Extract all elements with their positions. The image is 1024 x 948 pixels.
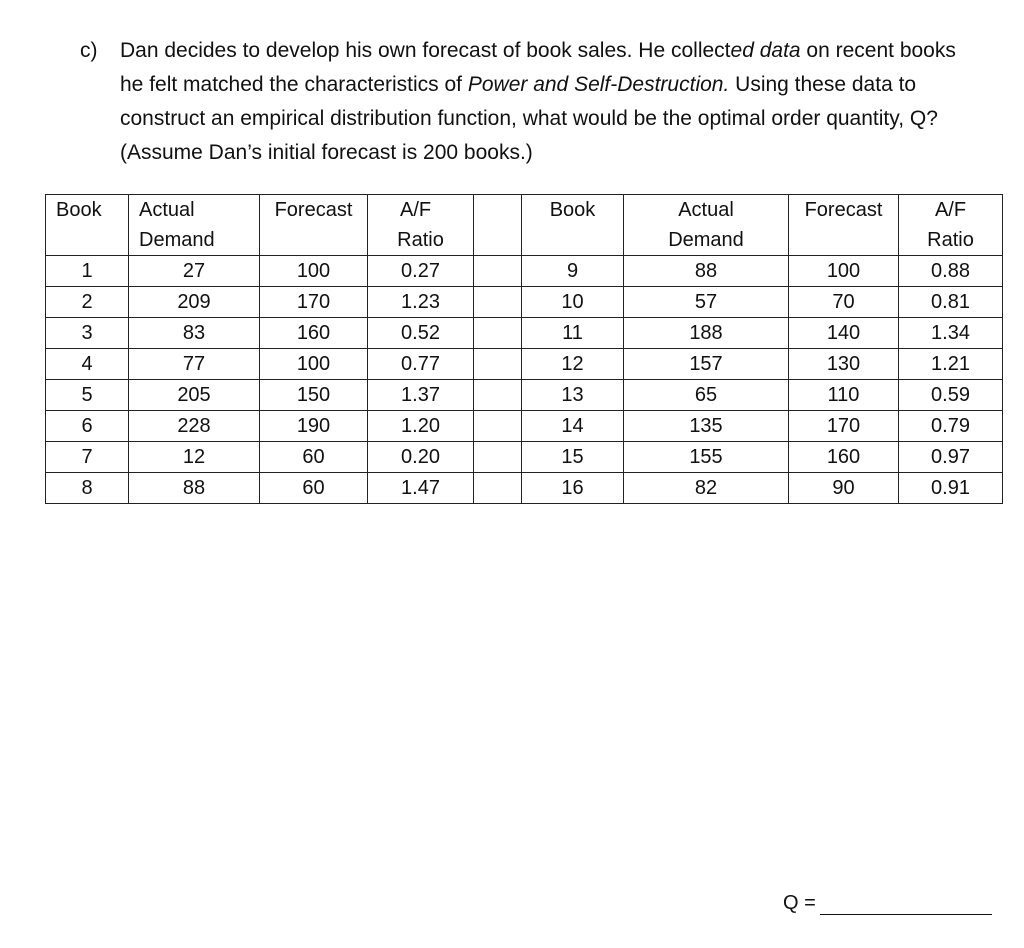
ratio-cell: 1.47 (368, 473, 474, 504)
actual-cell: 205 (129, 380, 260, 411)
book-cell: 10 (522, 287, 624, 318)
forecast-cell: 60 (260, 473, 368, 504)
spacer-cell (474, 349, 522, 380)
forecast-cell: 100 (260, 256, 368, 287)
header-actual: Actual (129, 195, 260, 226)
book-cell: 13 (522, 380, 624, 411)
book-cell: 16 (522, 473, 624, 504)
ratio-cell: 0.59 (899, 380, 1003, 411)
actual-cell: 82 (624, 473, 789, 504)
spacer-cell (474, 380, 522, 411)
forecast-cell: 130 (789, 349, 899, 380)
book-cell: 6 (46, 411, 129, 442)
ratio-cell: 0.97 (899, 442, 1003, 473)
answer-block (783, 892, 992, 915)
actual-cell: 228 (129, 411, 260, 442)
book-cell: 5 (46, 380, 129, 411)
question-block (80, 34, 980, 170)
header-actual-right: Actual (624, 195, 789, 226)
header-demand: Demand (129, 225, 260, 256)
ratio-cell: 0.27 (368, 256, 474, 287)
ratio-cell: 0.20 (368, 442, 474, 473)
table-row (46, 287, 1003, 318)
ratio-cell: 1.34 (899, 318, 1003, 349)
book-cell: 14 (522, 411, 624, 442)
actual-cell: 188 (624, 318, 789, 349)
actual-cell: 88 (624, 256, 789, 287)
book-cell: 3 (46, 318, 129, 349)
book-cell: 11 (522, 318, 624, 349)
spacer-cell (474, 442, 522, 473)
header-forecast-right: Forecast (789, 195, 899, 226)
spacer-cell (474, 287, 522, 318)
table-header-row (46, 195, 1003, 226)
table-row (46, 411, 1003, 442)
book-cell: 8 (46, 473, 129, 504)
header-book-2 (46, 225, 129, 256)
forecast-cell: 90 (789, 473, 899, 504)
header-book-right-2 (522, 225, 624, 256)
ratio-cell: 0.52 (368, 318, 474, 349)
forecast-cell: 110 (789, 380, 899, 411)
actual-cell: 57 (624, 287, 789, 318)
forecast-cell: 100 (789, 256, 899, 287)
book-cell: 7 (46, 442, 129, 473)
forecast-cell: 190 (260, 411, 368, 442)
af-ratio-table (45, 194, 1003, 504)
table-row (46, 473, 1003, 504)
forecast-cell: 70 (789, 287, 899, 318)
ratio-cell: 0.77 (368, 349, 474, 380)
ratio-cell: 0.81 (899, 287, 1003, 318)
table-row (46, 256, 1003, 287)
header-spacer-2 (474, 225, 522, 256)
header-book: Book (46, 195, 129, 226)
spacer-cell (474, 256, 522, 287)
spacer-cell (474, 411, 522, 442)
question-text-part-1: Dan decides to develop his own forecast of book sales. He collect (120, 39, 731, 62)
book-cell: 4 (46, 349, 129, 380)
actual-cell: 12 (129, 442, 260, 473)
ratio-cell: 1.37 (368, 380, 474, 411)
header-af: A/F (368, 195, 474, 226)
forecast-cell: 150 (260, 380, 368, 411)
table-row (46, 442, 1003, 473)
book-cell: 15 (522, 442, 624, 473)
book-cell: 12 (522, 349, 624, 380)
header-ratio-right: Ratio (899, 225, 1003, 256)
question-text-emphasis: ed data (730, 39, 801, 62)
forecast-cell: 140 (789, 318, 899, 349)
actual-cell: 155 (624, 442, 789, 473)
actual-cell: 83 (129, 318, 260, 349)
question-label: c) (80, 39, 98, 62)
spacer-cell (474, 318, 522, 349)
forecast-cell: 160 (789, 442, 899, 473)
ratio-cell: 0.88 (899, 256, 1003, 287)
ratio-cell: 1.20 (368, 411, 474, 442)
table-header-row-2 (46, 225, 1003, 256)
header-demand-right: Demand (624, 225, 789, 256)
answer-blank-line[interactable] (820, 894, 992, 915)
spacer-cell (474, 473, 522, 504)
header-ratio: Ratio (368, 225, 474, 256)
header-forecast: Forecast (260, 195, 368, 226)
actual-cell: 157 (624, 349, 789, 380)
table-row (46, 349, 1003, 380)
book-cell: 2 (46, 287, 129, 318)
ratio-cell: 0.91 (899, 473, 1003, 504)
forecast-cell: 170 (789, 411, 899, 442)
book-cell: 9 (522, 256, 624, 287)
actual-cell: 209 (129, 287, 260, 318)
table-row (46, 318, 1003, 349)
header-forecast-right-2 (789, 225, 899, 256)
actual-cell: 135 (624, 411, 789, 442)
book-title: Power and Self-Destruction. (467, 73, 730, 96)
actual-cell: 77 (129, 349, 260, 380)
forecast-cell: 100 (260, 349, 368, 380)
forecast-cell: 160 (260, 318, 368, 349)
answer-label: Q = (783, 892, 816, 914)
header-af-right: A/F (899, 195, 1003, 226)
actual-cell: 88 (129, 473, 260, 504)
header-book-right: Book (522, 195, 624, 226)
header-spacer (474, 195, 522, 226)
question-text-part-2: on recent books he felt matched the characteristics of (120, 39, 956, 96)
book-cell: 1 (46, 256, 129, 287)
forecast-cell: 170 (260, 287, 368, 318)
actual-cell: 65 (624, 380, 789, 411)
question-text-part-3: Using these data to construct an empirical distribution function, what would be the optimal order quantity, Q? (Assume Dan’s initial forecast is 200 books.) (120, 73, 938, 164)
ratio-cell: 0.79 (899, 411, 1003, 442)
actual-cell: 27 (129, 256, 260, 287)
ratio-cell: 1.21 (899, 349, 1003, 380)
table-row (46, 380, 1003, 411)
forecast-cell: 60 (260, 442, 368, 473)
header-forecast-2 (260, 225, 368, 256)
ratio-cell: 1.23 (368, 287, 474, 318)
question-text (120, 34, 980, 170)
